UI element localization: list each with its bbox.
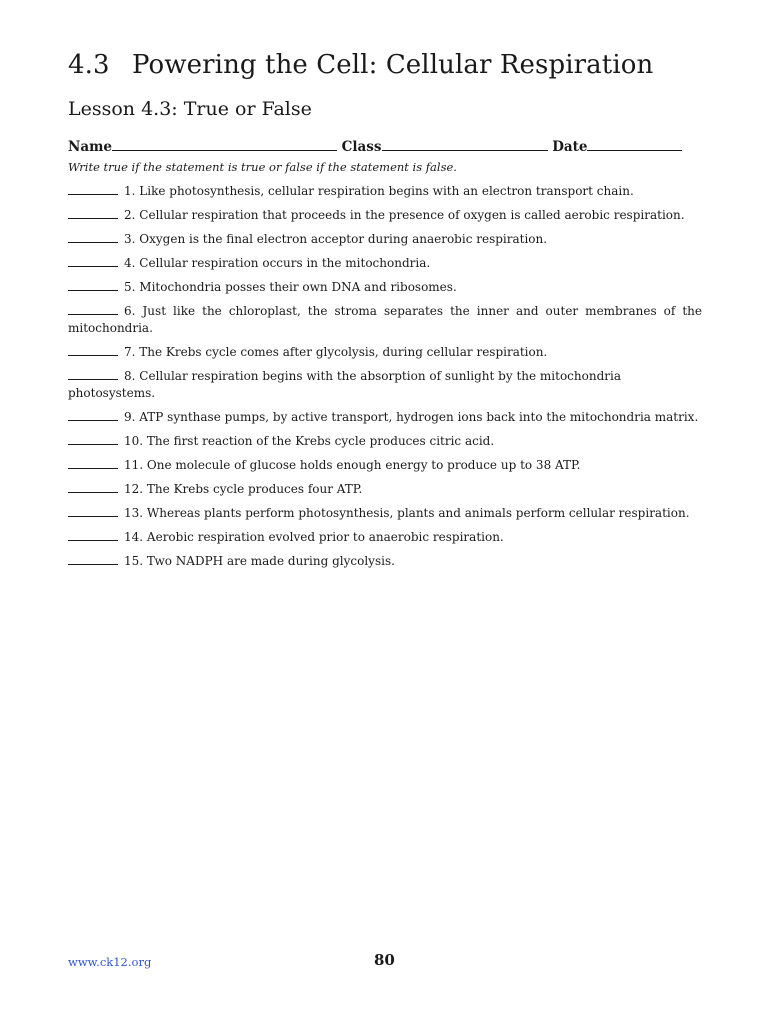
- answer-blank[interactable]: [68, 409, 118, 421]
- question-item: [68, 433, 702, 450]
- answer-blank[interactable]: [68, 344, 118, 356]
- answer-blank[interactable]: [68, 255, 118, 267]
- name-label: Name: [68, 139, 112, 155]
- question-number: 6.: [124, 304, 136, 318]
- question-number: 15.: [124, 554, 144, 568]
- question-text: Cellular respiration begins with the absorption of sunlight by the mitochondria photosystems.: [68, 369, 621, 400]
- footer-website-link[interactable]: www.ck12.org: [68, 955, 152, 969]
- question-item: [68, 505, 702, 522]
- date-label: Date: [552, 139, 588, 155]
- answer-blank[interactable]: [68, 433, 118, 445]
- answer-blank[interactable]: [68, 231, 118, 243]
- question-number: 4.: [124, 256, 136, 270]
- question-number: 1.: [124, 184, 136, 198]
- question-number: 2.: [124, 208, 136, 222]
- answer-blank[interactable]: [68, 183, 118, 195]
- answer-blank[interactable]: [68, 279, 118, 291]
- question-item: [68, 529, 702, 546]
- question-number: 12.: [124, 482, 144, 496]
- question-item: [68, 207, 702, 224]
- question-item: [68, 231, 702, 248]
- answer-blank[interactable]: [68, 368, 118, 380]
- question-item: [68, 183, 702, 200]
- question-item: [68, 457, 702, 474]
- question-number: 8.: [124, 369, 136, 383]
- question-number: 3.: [124, 232, 136, 246]
- question-text: Cellular respiration occurs in the mitochondria.: [139, 256, 431, 270]
- question-item: [68, 553, 702, 570]
- answer-blank[interactable]: [68, 553, 118, 565]
- page-number: 80: [374, 951, 395, 969]
- question-number: 14.: [124, 530, 144, 544]
- question-text: Like photosynthesis, cellular respiration begins with an electron transport chain.: [139, 184, 634, 198]
- section-title-text: Powering the Cell: Cellular Respiration: [132, 50, 654, 80]
- question-number: 7.: [124, 345, 136, 359]
- answer-blank[interactable]: [68, 481, 118, 493]
- question-number: 5.: [124, 280, 136, 294]
- question-number: 11.: [124, 458, 144, 472]
- question-text: Cellular respiration that proceeds in the presence of oxygen is called aerobic respiration.: [139, 208, 685, 222]
- student-info-line: [68, 136, 682, 155]
- answer-blank[interactable]: [68, 303, 118, 315]
- question-text: Just like the chloroplast, the stroma separates the inner and outer membranes of the mitochondria.: [68, 304, 702, 335]
- question-text: ATP synthase pumps, by active transport, hydrogen ions back into the mitochondria matrix.: [139, 410, 699, 424]
- question-item: [68, 344, 702, 361]
- class-label: Class: [341, 139, 382, 155]
- section-title: [68, 50, 653, 80]
- lesson-title: Lesson 4.3: True or False: [68, 98, 312, 120]
- answer-blank[interactable]: [68, 457, 118, 469]
- question-number: 10.: [124, 434, 144, 448]
- question-text: The Krebs cycle comes after glycolysis, during cellular respiration.: [139, 345, 548, 359]
- question-item: [68, 481, 702, 498]
- question-item: [68, 279, 702, 296]
- instructions: Write true if the statement is true or false if the statement is false.: [68, 160, 457, 174]
- question-item: [68, 303, 702, 337]
- answer-blank[interactable]: [68, 207, 118, 219]
- class-field[interactable]: [382, 136, 548, 151]
- question-text: The Krebs cycle produces four ATP.: [146, 482, 363, 496]
- question-text: One molecule of glucose holds enough energy to produce up to 38 ATP.: [146, 458, 581, 472]
- question-text: The first reaction of the Krebs cycle produces citric acid.: [146, 434, 495, 448]
- date-field[interactable]: [587, 136, 682, 151]
- question-text: Oxygen is the final electron acceptor during anaerobic respiration.: [139, 232, 548, 246]
- section-number: 4.3: [68, 50, 110, 80]
- question-item: [68, 368, 702, 402]
- question-text: Whereas plants perform photosynthesis, plants and animals perform cellular respiration.: [146, 506, 690, 520]
- question-list: [68, 183, 702, 577]
- name-field[interactable]: [112, 136, 337, 151]
- question-item: [68, 409, 702, 426]
- answer-blank[interactable]: [68, 505, 118, 517]
- question-number: 13.: [124, 506, 144, 520]
- question-text: Mitochondria posses their own DNA and ribosomes.: [139, 280, 457, 294]
- worksheet-page: [68, 0, 702, 1024]
- question-item: [68, 255, 702, 272]
- answer-blank[interactable]: [68, 529, 118, 541]
- question-number: 9.: [124, 410, 136, 424]
- question-text: Aerobic respiration evolved prior to anaerobic respiration.: [146, 530, 504, 544]
- question-text: Two NADPH are made during glycolysis.: [146, 554, 395, 568]
